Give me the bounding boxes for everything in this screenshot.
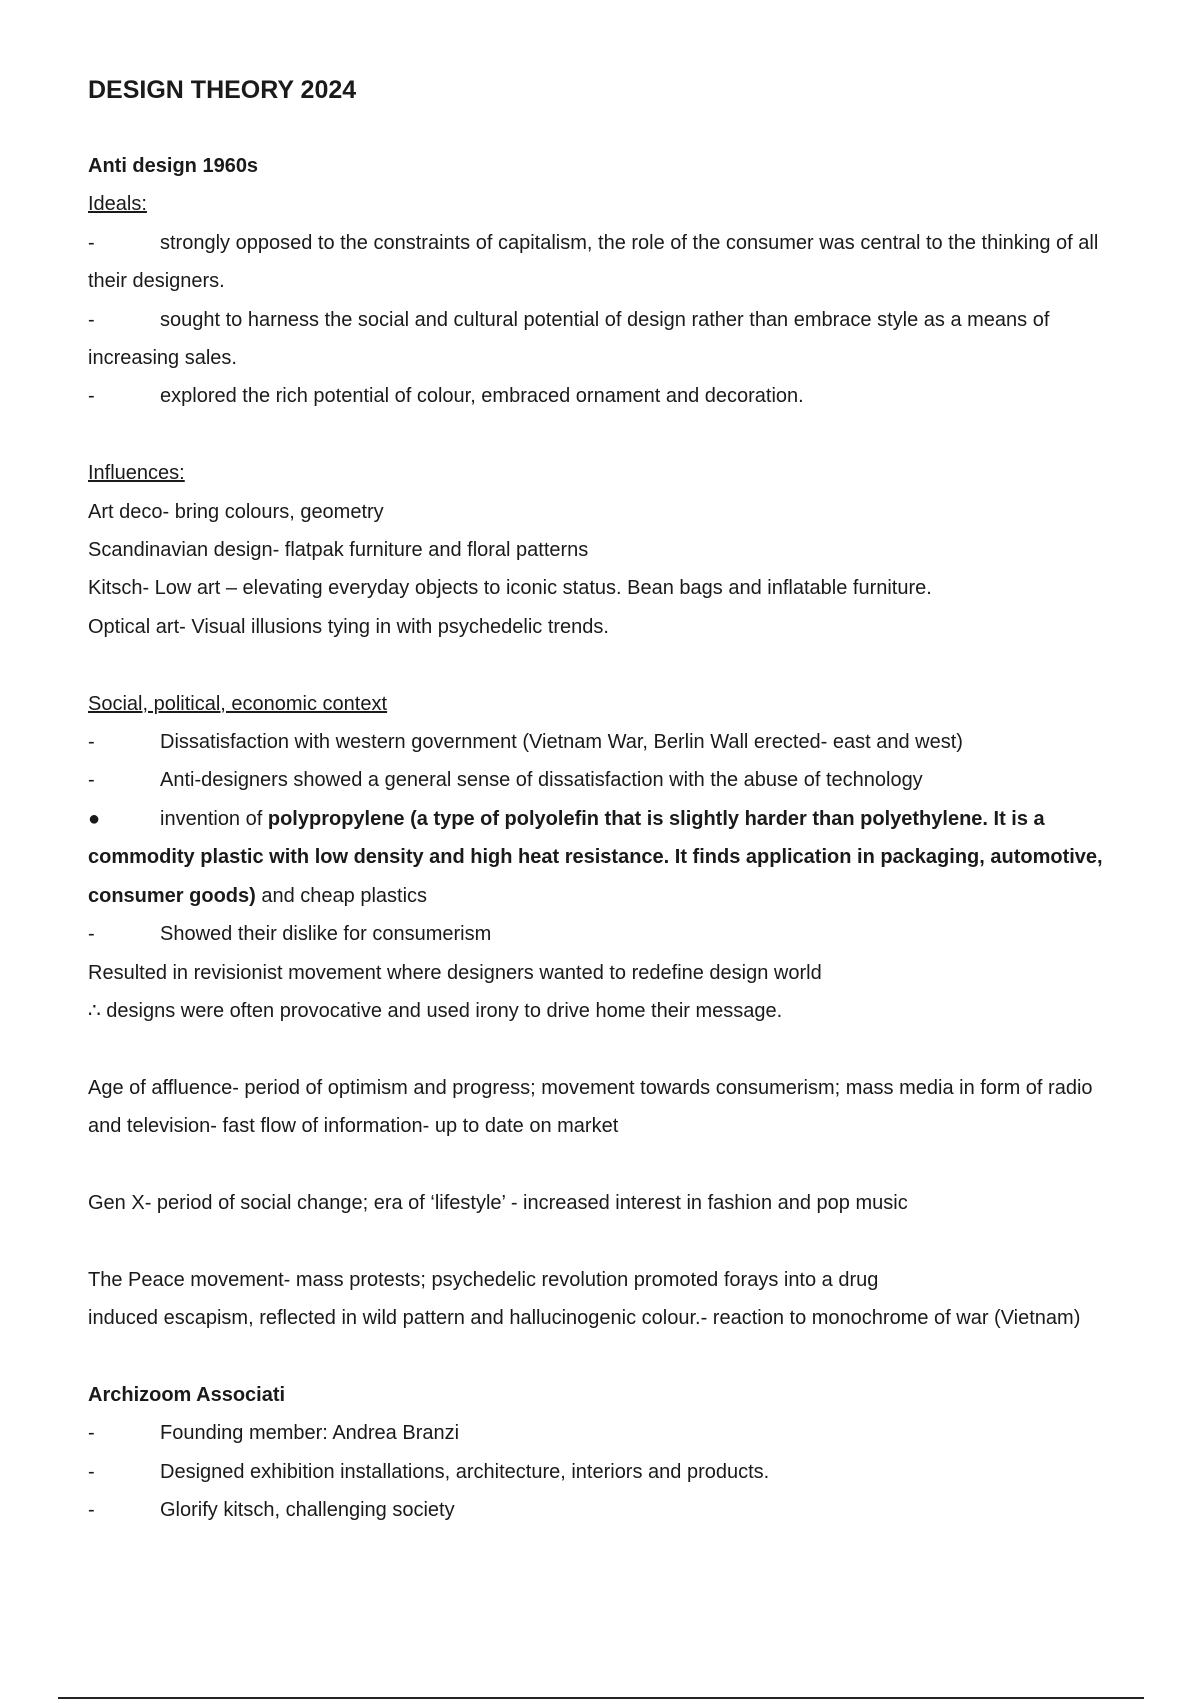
section-heading-archizoom: Archizoom Associati bbox=[88, 1383, 286, 1406]
context-item-text: Anti-designers showed a general sense of dissatisfaction with the abuse of technology bbox=[160, 769, 923, 792]
genx-paragraph: Gen X- period of social change; era of ‘lifestyle’ - increased interest in fashion and pop music bbox=[88, 1191, 908, 1214]
dash-marker: - bbox=[88, 923, 95, 946]
peace-line-1: The Peace movement- mass protests; psychedelic revolution promoted forays into a drug bbox=[88, 1268, 879, 1291]
context-item bbox=[88, 761, 1118, 799]
polypropylene-prefix: invention of bbox=[160, 807, 268, 830]
ideals-item bbox=[88, 224, 1118, 301]
dash-marker: - bbox=[88, 1499, 95, 1522]
context-item-text: Showed their dislike for consumerism bbox=[160, 923, 492, 946]
archizoom-item-text: Designed exhibition installations, architecture, interiors and products. bbox=[160, 1460, 770, 1483]
influence-line: Art deco- bring colours, geometry bbox=[88, 500, 384, 523]
spacer bbox=[88, 1338, 1118, 1376]
spacer bbox=[88, 1030, 1118, 1068]
archizoom-item bbox=[88, 1491, 1118, 1529]
spacer bbox=[88, 416, 1118, 454]
affluence-paragraph: Age of affluence- period of optimism and progress; movement towards consumerism; mass media in form of radio and television- fast flow of information- up to date on market bbox=[88, 1076, 1093, 1138]
polypropylene-item bbox=[88, 800, 1118, 915]
context-item bbox=[88, 723, 1118, 761]
ideals-item-text: sought to harness the social and cultural potential of design rather than embrace style as a means of increasing sales. bbox=[88, 308, 1050, 370]
dash-marker: - bbox=[88, 769, 95, 792]
therefore-line: ∴ designs were often provocative and used irony to drive home their message. bbox=[88, 999, 783, 1022]
ideals-item-text: explored the rich potential of colour, embraced ornament and decoration. bbox=[160, 385, 804, 408]
archizoom-item bbox=[88, 1453, 1118, 1491]
page-bottom-rule bbox=[58, 1697, 1144, 1699]
context-label: Social, political, economic context bbox=[88, 692, 388, 715]
ideals-item bbox=[88, 301, 1118, 378]
archizoom-item-text: Glorify kitsch, challenging society bbox=[160, 1499, 455, 1522]
ideals-item bbox=[88, 377, 1118, 415]
peace-line-2: induced escapism, reflected in wild pattern and hallucinogenic colour.- reaction to monochrome of war (Vietnam) bbox=[88, 1307, 1081, 1330]
dash-marker: - bbox=[88, 731, 95, 754]
bullet-marker: ● bbox=[88, 807, 101, 830]
archizoom-item-text: Founding member: Andrea Branzi bbox=[160, 1422, 460, 1445]
dash-marker: - bbox=[88, 1422, 95, 1445]
spacer bbox=[88, 1146, 1118, 1184]
dash-marker: - bbox=[88, 1460, 95, 1483]
ideals-item-text: strongly opposed to the constraints of capitalism, the role of the consumer was central to the thinking of all their designers. bbox=[88, 231, 1099, 293]
spacer bbox=[88, 1222, 1118, 1260]
polypropylene-suffix: and cheap plastics bbox=[255, 884, 428, 907]
influence-line: Kitsch- Low art – elevating everyday objects to iconic status. Bean bags and inflatable furniture. bbox=[88, 577, 932, 600]
ideals-label: Ideals: bbox=[88, 193, 147, 216]
context-item-text: Dissatisfaction with western government (Vietnam War, Berlin Wall erected- east and west) bbox=[160, 731, 963, 754]
influences-label: Influences: bbox=[88, 462, 185, 485]
polypropylene-bold-text: polypropylene (a type of polyolefin that is slightly harder than polyethylene. It is a commodity plastic with low density and high heat resistance. It finds application in packaging, automotive, consumer goods) bbox=[88, 807, 1103, 907]
dash-marker: - bbox=[88, 231, 95, 254]
dash-marker: - bbox=[88, 385, 95, 408]
spacer bbox=[88, 646, 1118, 684]
dash-marker: - bbox=[88, 308, 95, 331]
context-item bbox=[88, 915, 1118, 953]
document-page bbox=[88, 70, 1118, 1530]
archizoom-item bbox=[88, 1414, 1118, 1452]
influence-line: Scandinavian design- flatpak furniture and floral patterns bbox=[88, 539, 589, 562]
document-title: DESIGN THEORY 2024 bbox=[88, 76, 357, 104]
revisionist-line: Resulted in revisionist movement where designers wanted to redefine design world bbox=[88, 961, 822, 984]
influence-line: Optical art- Visual illusions tying in with psychedelic trends. bbox=[88, 615, 609, 638]
section-heading-anti-design: Anti design 1960s bbox=[88, 155, 259, 177]
